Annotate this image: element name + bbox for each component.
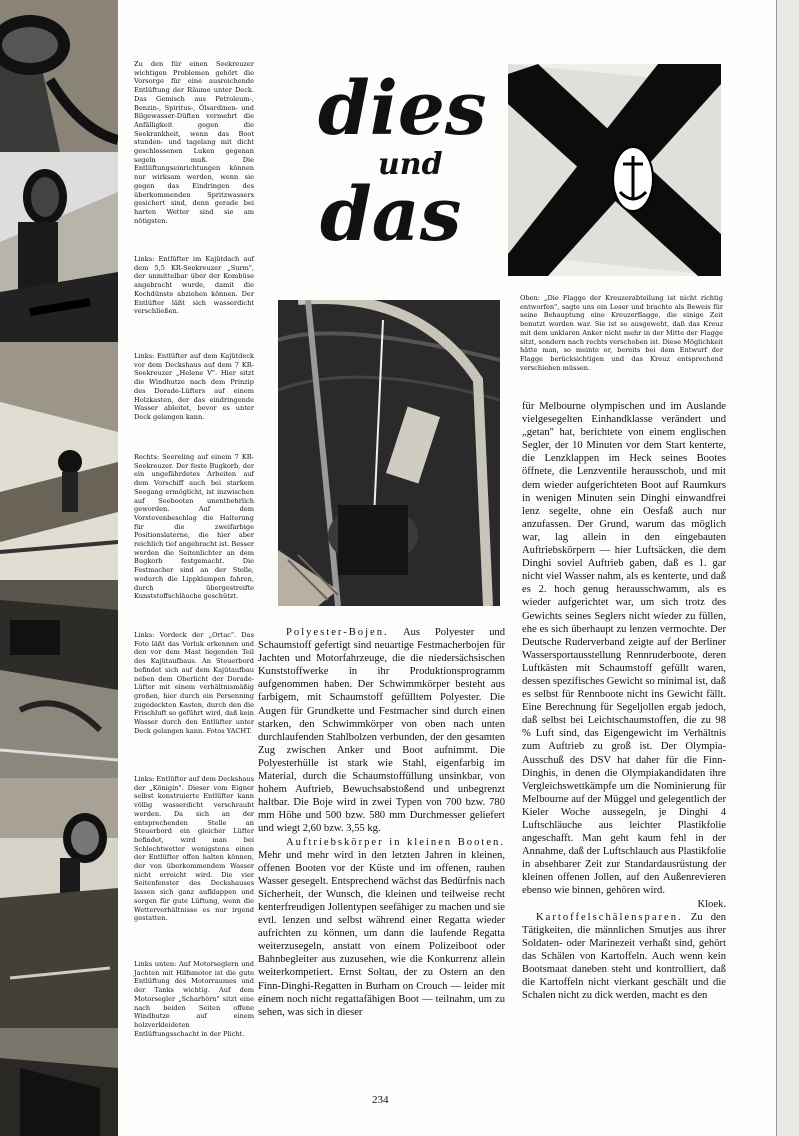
- photo-dorade-vent: [0, 152, 118, 342]
- paragraph-polyester-bojen: Aus Polyester und Schaumstoff gefertigt sind neuartige Festmacherbojen für Jachten und Motorfahrzeuge, die die niedersächsischen Kunststoffwerke in ihr Produktionsprogramm aufgenommen haben. Der Schwimmkörper besteht aus farbigem, mit Schaumstoff gefülltem Polyester. Die Augen für Grundkette und Festmacher sind durch einen starken, den Schwimmkörper von oben nach unten durchlaufenden Stahlbolzen verbunden, der den gesamten Zug zwischen Anker und Boot aufnimmt. Die Polyesterhülle ist stark wie Stahl, eigenfarbig im Material, durch die Schaumstoffüllung unsinkbar, von hohem Auftrieb, Bewuchsabstoßend und unbegrenzt haltbar. Die Boje wird in zwei Typen von 700 bzw. 780 mm Höhe und 500 bzw. 580 mm Durchmesser geliefert und wiegt 2,60 bzw. 3,55 kg.: [258, 627, 505, 835]
- page-number: 234: [372, 1094, 389, 1106]
- article-column-right: [522, 400, 726, 1002]
- photo-koenigin-vent: [0, 778, 118, 1028]
- caption-scharhoern: Links unten: Auf Motorseglern und Jachten mit Hilfsmotor ist die gute Entlüftung des Motorraumes und der Tanks wichtig. Auf dem Motorsegler „Scharhörn" sitzt eine nach beiden Seiten offene Windhutze auf einem holzverkleideten Entlüftungsschacht in der Plicht.: [134, 960, 254, 1038]
- title-und: und: [378, 147, 443, 182]
- article-column-left: [258, 626, 505, 1019]
- title-dies: dies: [318, 66, 487, 152]
- title-das: das: [320, 172, 462, 258]
- photo-ortac-foredeck: [0, 580, 118, 778]
- caption-ortac: Links: Vordeck der „Ortac". Das Foto läßt das Vorluk erkennen und den vor dem Mast liegenden Teil des Kajütaufbaus. An Steuerbord befindet sich auf dem Kajütaufbau neben dem Oberlicht der Dorade-Lüfter mit einem verhältnismäßig großen, hier durch ein Persenning zugedeckten Kasten, durch den die Frischluft so geführt wird, daß kein Wasser durch den Entlüfter unter Deck gelangen kann. Fotos YACHT.: [134, 631, 254, 735]
- paragraph-auftriebskoerper: Mehr und mehr wird in den letzten Jahren in kleinen, offenen Booten vor der Küste und im offenen, rauhen Wasser gesegelt. Entsprechend wächst das Bedürfnis nach Sicherheit, der Wunsch, die kleinen und teilweise recht kenterfreudigen Jollentypen seefähiger zu machen und sie evtl. lenzen und selbst während einer Regatta wieder aufrichten zu können, um dann die laufende Regatta weiterzusegeln, anstatt von einem Polizeiboot oder Bahnbegleiter aus zuzusehen, wie die Konkurrenz allein weiterkompetiert. Ernst Soltau, der zu Ostern an den Finn-Dinghi-Regatten in Burham on Crouch — leider mit einem noch nicht regattafähigen Boot — teilnahm, um zu sehen, was sich in dieser: [258, 849, 505, 1018]
- caption-intro: Zu den für einen Seekreuzer wichtigen Problemen gehört die Vorsorge für eine ausreichende Entlüftung der Räume unter Deck. Das Gemisch aus Petroleum-, Benzin-, Spiritus-, Ölsardinen- und Bilgewasser-Düften vermehrt die Anfälligkeit gegen die Seekrankheit, wenn das Boot stunden- und tagelang mit dicht geschlossenen Luken gegenan segeln muß. Die Entlüftungseinrichtungen können nur wirksam werden, wenn sie gegen das Eindringen des überkommenden Spritzwassers gesichert sind, denn gerade bei harten Wetter sind sie am nötigsten.: [134, 60, 254, 225]
- caption-pulpit: Rechts: Seereling auf einem 7 KR-Seekreuzer. Der feste Bugkorb, der ein ungefährdetes Arbeiten auf dem Vorschiff auch bei starkem Seegang ermöglicht, ist inzwischen auf Seebooten unentbehrlich geworden. Auf dem Vorstevenbeschlag die Halterung für die zweifarbige Positionslaterne, die hier aber reichlich tief angebracht ist. Besser werden die Seitenlichter an dem Bugkorb festgemacht. Die Festmacher sind an der Stelle, wodurch die Lippklampen fahren, durch übergestreifte Kunststoffschläuche geschützt.: [134, 453, 254, 601]
- caption-koenigin: Links: Entlüfter auf dem Deckshaus der „Königin". Dieser vom Eigner selbst konstruierte Entlüfter kann völlig wasserdicht verschraubt werden. Da sich an der entsprechenden Stelle an Steuerbord ein gleicher Lüfter befindet, wird man bei Schlechtwetter wenigstens einen der Entlüfter offen halten können, der von überkommendem Wasser nicht erreicht wird. Die vier Seitenfenster des Deckshauses lassen sich ganz aufklappen und sorgen für gute Lüftung, wenn die Wetterverhältnisse es nur irgend gestatten.: [134, 775, 254, 923]
- photo-galley-vent: [0, 0, 118, 152]
- page-edge: [776, 0, 799, 1136]
- author-signature: Kloek.: [697, 898, 726, 910]
- caption-flag: Oben: „Die Flagge der Kreuzerabteilung ist nicht richtig entworfen", sagte uns ein Leser und brachte als Beweis für seine Behauptung eine Kreuzerflagge, die einige Zeit benutzt worden war. Sie ist so ausgeweht, daß das Kreuz mit dem unklaren Anker nicht mehr in der Mitte der Flagge sitzt, sondern nach rechts verschoben ist. Diese Möglichkeit hätte man, so meinte er, bereits bei dem Entwurf der Flagge berücksichtigen und das Kreuz entsprechend verschieben müssen.: [520, 294, 723, 372]
- caption-helene-vent: Links: Entlüfter auf dem Kajütdeck vor dem Deckshaus auf dem 7 KR-Seekreuzer „Helene V". Hier sitzt die Windhutze nach dem Prinzip des Dorade-Lüfters auf einem Holzkasten, der das eindringende Wasser ableitet, bevor es unter Deck gelangen kann.: [134, 352, 254, 421]
- paragraph-luftsaecke: für Melbourne olympischen und im Auslande vielgesegelten Einhandklasse verändert und „getan" hat, berichtete von einem englischen Segler, der 10 Minuten vor dem Start kenterte, die Lenzklappen im Heck seines Bootes öffnete, die Lenzventile herausschob, und mit dem wieder aufgerichteten Boot auf Raumkurs in wenigen Minuten sein Dinghi einwandfrei lenz segelte, ohne ein Oesfaß auch nur anzufassen. Der Grund, warum das möglich war, lag allein in den eingebauten Auftriebskörpern — hier Luftsäcken, die dem Dinghi soviel Auftrieb gaben, daß es 1. gar nicht viel Wasser nahm, als es kenterte, und daß es 2. hoch genug herausschwamm, als es wieder aufgerichtet war, um sich trotz des Gewichts seines Seglers nicht wieder zu füllen, ehe es sich überhaupt zu lenzen vermochte. Der Deutsche Ruderverband zeigte auf der Berliner Wassersportausstellung Rennruderboote, deren Luftkästen mit Schaumstoff gefüllt waren, dessen spezifisches Gewicht so minimal ist, daß es selbst für Rennboote nicht ins Gewicht fällt. Eine Berechnung für Segeljollen ergab jedoch, daß selbst bei Leichtschaumstoffen, die zu 98 % Luft sind, das Eigengewicht im Verhältnis zum Auftrieb zu groß ist. Der Olympia-Ausschuß des DSV hat daher für die Finn-Dinghis, in denen die Olympiakandidaten ihre Vergleichswettkämpfe um die Nominierung für Melbourne auf der Müggel und gelegentlich der Kieler Woche aussegeln, je Dinghi 4 Luftschläuche aus leichter Plastikfolie angeschafft. Man geht kaum fehl in der Annahme, daß der Luftschlauch aus Plastikfolie in absehbarer Zeit zur Standardausrüstung der kleinen offenen Jollen, auf den Außenrevieren ebenso wie binnen, gehören wird.: [522, 401, 726, 897]
- caption-surm-vent: Links: Entlüfter im Kajütdach auf dem 5,5 KR-Seekreuzer „Surm", der unmittelbar über der Kombüse angebracht wurde, damit die Kochdünste abziehen können. Der Entlüfter läßt sich wasserdicht verschließen.: [134, 255, 254, 316]
- heading-polyester-bojen: Polyester-Bojen.: [286, 627, 389, 638]
- heading-auftriebskoerper: Auftriebskörper in kleinen Booten.: [286, 836, 505, 848]
- photo-polyester-buoy: [278, 300, 500, 606]
- photo-helene-vent: [0, 342, 118, 580]
- photo-cruiser-flag: [508, 64, 721, 276]
- heading-kartoffelschaelen: Kartoffelschälensparen.: [536, 911, 683, 923]
- photo-scharhoern-vent: [0, 1028, 118, 1136]
- paragraph-kartoffelschaelen: Zu den Tätigkeiten, die männlichen Smutjes aus ihrer Soldaten- oder Marinezeit verhaßt sind, gehört das Schälen von Kartoffeln. Auch wenn kein Bootsmaat daneben steht und kontrolliert, daß die Kartoffeln nicht vierkant geschält und die Schalen nicht zu dick werden, macht es den: [522, 911, 726, 1002]
